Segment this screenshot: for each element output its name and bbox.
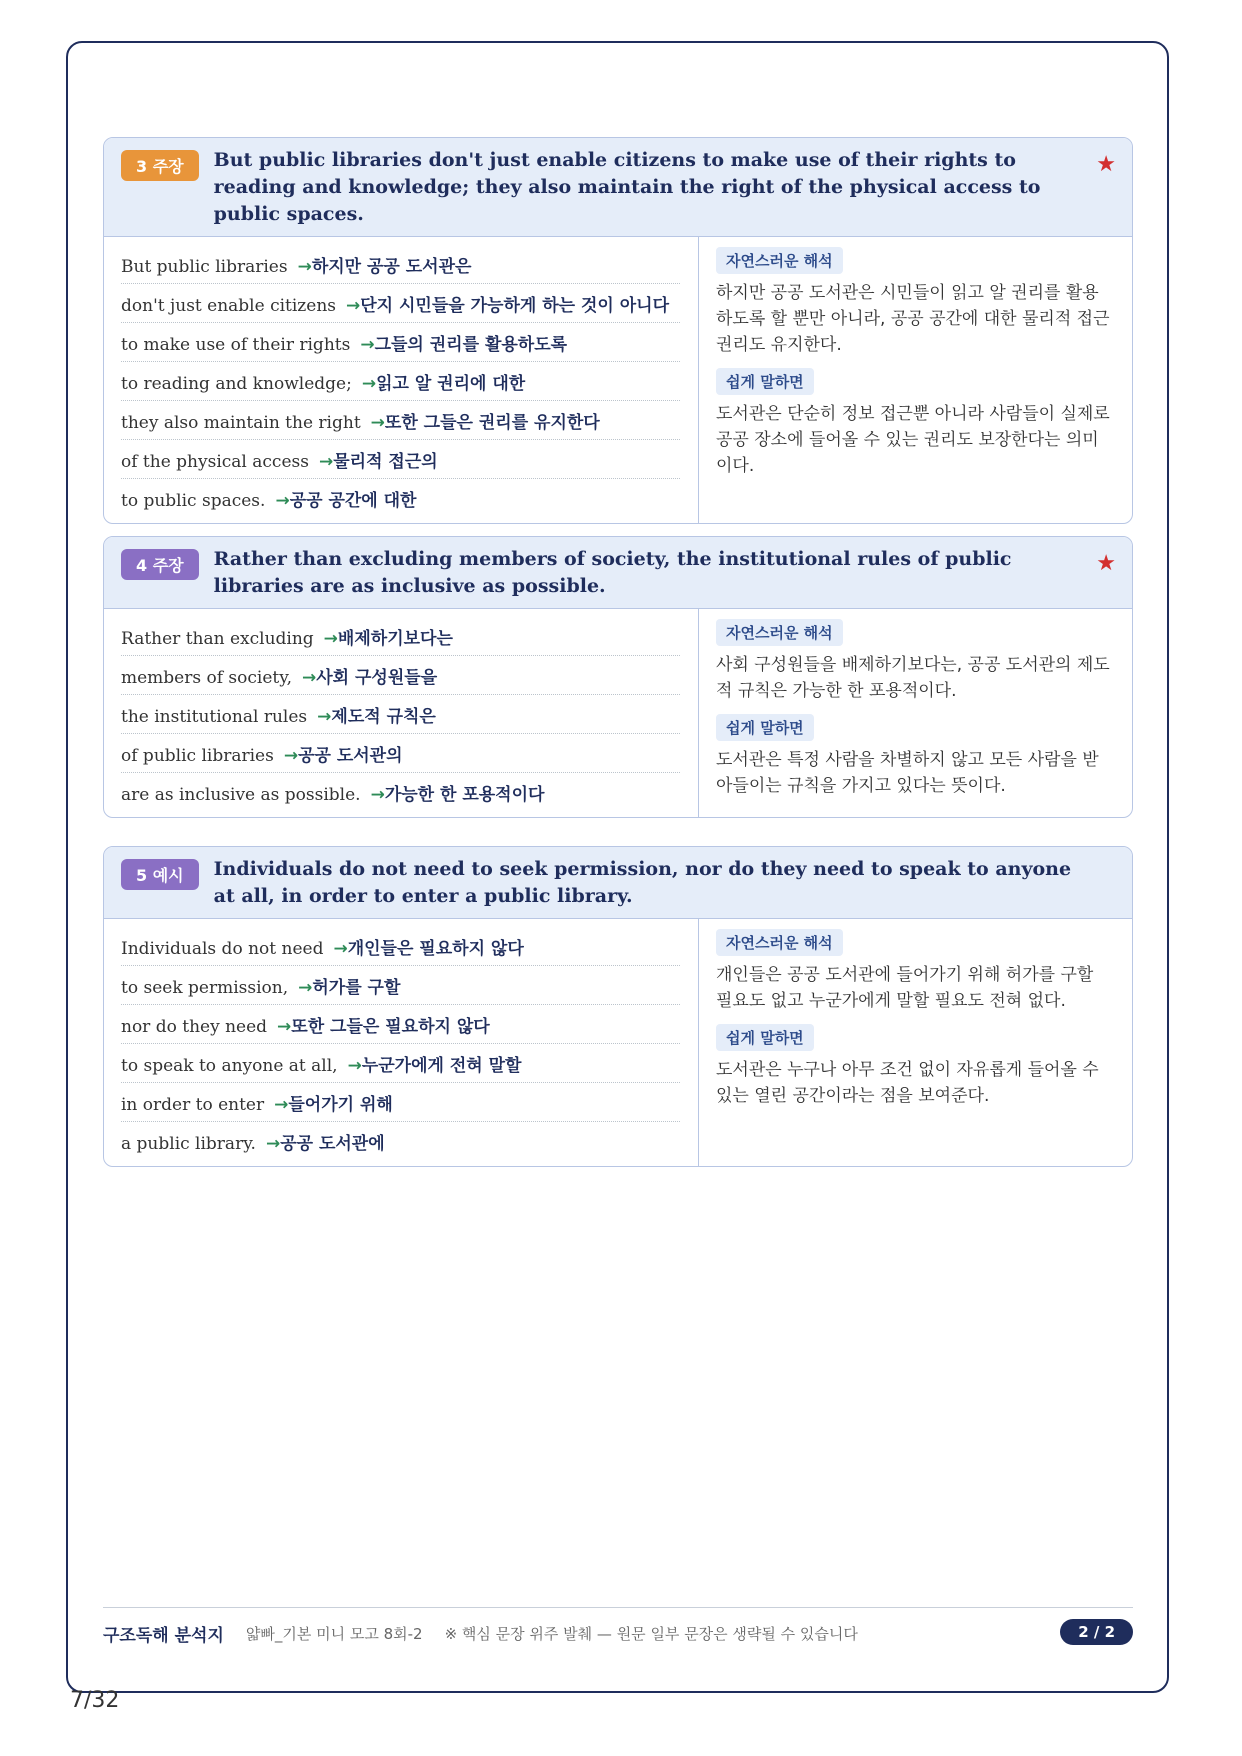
chunk-row [121,323,680,362]
chunk-korean: →물리적 접근의 [318,452,438,472]
footer-divider [103,1607,1133,1608]
easy-explanation: 도서관은 특정 사람을 차별하지 않고 모든 사람을 받아들이는 규칙을 가지고 있다는 뜻이다. [716,750,1099,796]
chunk-row [121,440,680,479]
chunk-row [121,656,680,695]
easy-label: 쉽게 말하면 [716,1024,814,1051]
chunk-english: Rather than excluding [121,629,314,649]
chunk-english: to public spaces. [121,491,266,511]
chunk-row [121,284,680,323]
chunk-row [121,245,680,284]
footer-title: 구조독해 분석지 [103,1625,224,1646]
natural-translation: 하지만 공공 도서관은 시민들이 읽고 알 권리를 활용하도록 할 뿐만 아니라, 공공 공간에 대한 물리적 접근 권리도 유지한다. [716,283,1110,355]
chunk-english: to speak to anyone at all, [121,1056,338,1076]
chunk-row [121,966,680,1005]
english-sentence: Individuals do not need to seek permission, nor do they need to speak to anyone at all, in order to enter a public library. [213,858,1072,907]
chunk-english: of public libraries [121,746,274,766]
natural-label: 자연스러운 해석 [716,247,843,274]
chunk-row [121,1122,680,1160]
sentence-card [103,137,1133,524]
chunk-korean: →누군가에게 전혀 말할 [347,1056,522,1076]
chunk-list [104,609,699,817]
chunk-row [121,734,680,773]
chunk-korean: →또한 그들은 필요하지 않다 [277,1017,490,1037]
chunk-english: to reading and knowledge; [121,374,352,394]
chunk-english: of the physical access [121,452,309,472]
sentence-badge: 3 주장 [121,150,199,181]
chunk-row [121,773,680,811]
chunk-row [121,1044,680,1083]
chunk-korean: →배제하기보다는 [323,629,453,649]
chunk-korean: →공공 공간에 대한 [275,491,417,511]
chunk-english: nor do they need [121,1017,268,1037]
easy-explanation: 도서관은 단순히 정보 접근뿐 아니라 사람들이 실제로 공공 장소에 들어올 수 있는 권리도 보장한다는 의미이다. [716,404,1110,476]
chunk-korean: →가능한 한 포용적이다 [370,785,545,805]
chunk-korean: →공공 도서관의 [283,746,403,766]
chunk-korean: →공공 도서관에 [265,1134,385,1154]
chunk-english: But public libraries [121,257,288,277]
sentence-badge: 4 주장 [121,549,199,580]
interpretation-panel [699,919,1132,1166]
chunk-list [104,919,699,1166]
footer [103,1619,1133,1647]
natural-label: 자연스러운 해석 [716,619,843,646]
card-header [104,537,1132,609]
chunk-english: to seek permission, [121,978,289,998]
footer-source: 얇빠_기본 미니 모고 8회-2 [245,1624,423,1643]
chunk-korean: →사회 구성원들을 [302,668,438,688]
sentence-card [103,846,1133,1167]
easy-label: 쉽게 말하면 [716,714,814,741]
chunk-row [121,479,680,517]
chunk-korean: →읽고 알 권리에 대한 [361,374,526,394]
easy-explanation: 도서관은 누구나 아무 조건 없이 자유롭게 들어올 수 있는 열린 공간이라는 점을 보여준다. [716,1060,1099,1106]
sentence-badge: 5 예시 [121,859,199,890]
chunk-row [121,362,680,401]
chunk-row [121,695,680,734]
chunk-korean: →그들의 권리를 활용하도록 [360,335,568,355]
english-sentence: Rather than excluding members of society, the institutional rules of public libraries are as inclusive as possible. [213,548,1012,597]
chunk-korean: →제도적 규칙은 [317,707,436,727]
chunk-korean: →들어가기 위해 [274,1095,393,1115]
document-page-number: 7/32 [70,1688,120,1713]
interpretation-panel [699,237,1132,523]
chunk-english: don't just enable citizens [121,296,336,316]
chunk-korean: →개인들은 필요하지 않다 [333,939,524,959]
natural-translation: 개인들은 공공 도서관에 들어가기 위해 허가를 구할 필요도 없고 누군가에게 말할 필요도 전혀 없다. [716,965,1094,1011]
chunk-english: the institutional rules [121,707,308,727]
chunk-korean: →허가를 구할 [298,978,401,998]
chunk-english: members of society, [121,668,292,688]
chunk-korean: →단지 시민들을 가능하게 하는 것이 아니다 [346,296,670,316]
card-header [104,847,1132,919]
chunk-korean: →하지만 공공 도서관은 [297,257,472,277]
interpretation-panel [699,609,1132,817]
chunk-english: to make use of their rights [121,335,351,355]
card-header [104,138,1132,237]
star-icon: ★ [1096,551,1116,576]
chunk-row [121,617,680,656]
natural-translation: 사회 구성원들을 배제하기보다는, 공공 도서관의 제도적 규칙은 가능한 한 포용적이다. [716,655,1110,701]
natural-label: 자연스러운 해석 [716,929,843,956]
chunk-korean: →또한 그들은 권리를 유지한다 [370,413,600,433]
page-number-badge: 2 / 2 [1060,1619,1133,1645]
chunk-row [121,1083,680,1122]
star-icon: ★ [1096,152,1116,177]
chunk-english: a public library. [121,1134,256,1154]
chunk-english: are as inclusive as possible. [121,785,361,805]
chunk-row [121,927,680,966]
chunk-english: they also maintain the right [121,413,361,433]
chunk-row [121,401,680,440]
chunk-english: in order to enter [121,1095,265,1115]
chunk-list [104,237,699,523]
easy-label: 쉽게 말하면 [716,368,814,395]
english-sentence: But public libraries don't just enable citizens to make use of their rights to reading and knowledge; they also maintain the right of the physical access to public spaces. [213,149,1041,225]
chunk-row [121,1005,680,1044]
chunk-english: Individuals do not need [121,939,324,959]
footer-note: ※ 핵심 문장 위주 발췌 — 원문 일부 문장은 생략될 수 있습니다 [444,1624,858,1643]
sentence-card [103,536,1133,818]
